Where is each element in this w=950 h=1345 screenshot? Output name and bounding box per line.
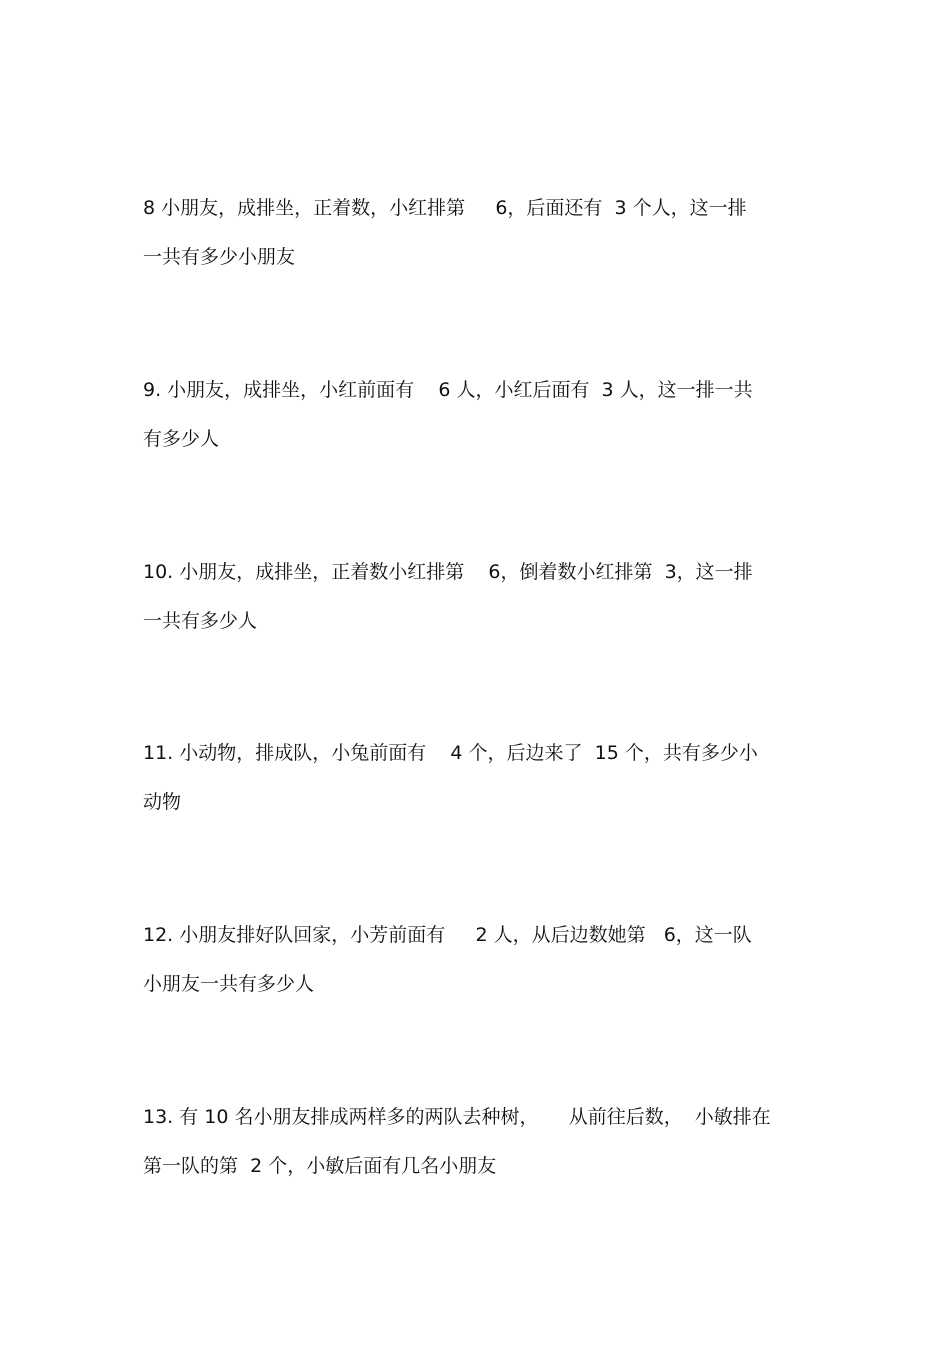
problem-text-line: 有多少人 <box>143 428 220 450</box>
problem-text-line: 第一队的第 2 个，小敏后面有几名小朋友 <box>143 1155 497 1177</box>
problem-9 <box>143 378 808 451</box>
problem-12 <box>143 923 808 996</box>
problem-text-line: 一共有多少小朋友 <box>143 246 296 268</box>
problem-text-line: 一共有多少人 <box>143 610 258 632</box>
problem-text-line: 12. 小朋友排好队回家，小芳前面有 2 人，从后边数她第 6，这一队 <box>143 924 752 946</box>
problem-text-line: 动物 <box>143 791 182 813</box>
problem-11 <box>143 741 808 814</box>
problem-text-line: 8 小朋友，成排坐，正着数，小红排第 6，后面还有 3 个人，这一排 <box>143 197 747 219</box>
problem-text-line: 13. 有 10 名小朋友排成两样多的两队去种树， 从前往后数， 小敏排在 <box>143 1106 771 1128</box>
problem-13 <box>143 1105 808 1178</box>
problem-10 <box>143 560 808 633</box>
problem-text-line: 11. 小动物，排成队，小兔前面有 4 个，后边来了 15 个，共有多少小 <box>143 742 758 764</box>
problem-text-line: 小朋友一共有多少人 <box>143 973 315 995</box>
problem-text-line: 9. 小朋友，成排坐，小红前面有 6 人，小红后面有 3 人，这一排一共 <box>143 379 753 401</box>
problem-text-line: 10. 小朋友，成排坐，正着数小红排第 6，倒着数小红排第 3，这一排 <box>143 561 753 583</box>
problem-8 <box>143 196 808 269</box>
